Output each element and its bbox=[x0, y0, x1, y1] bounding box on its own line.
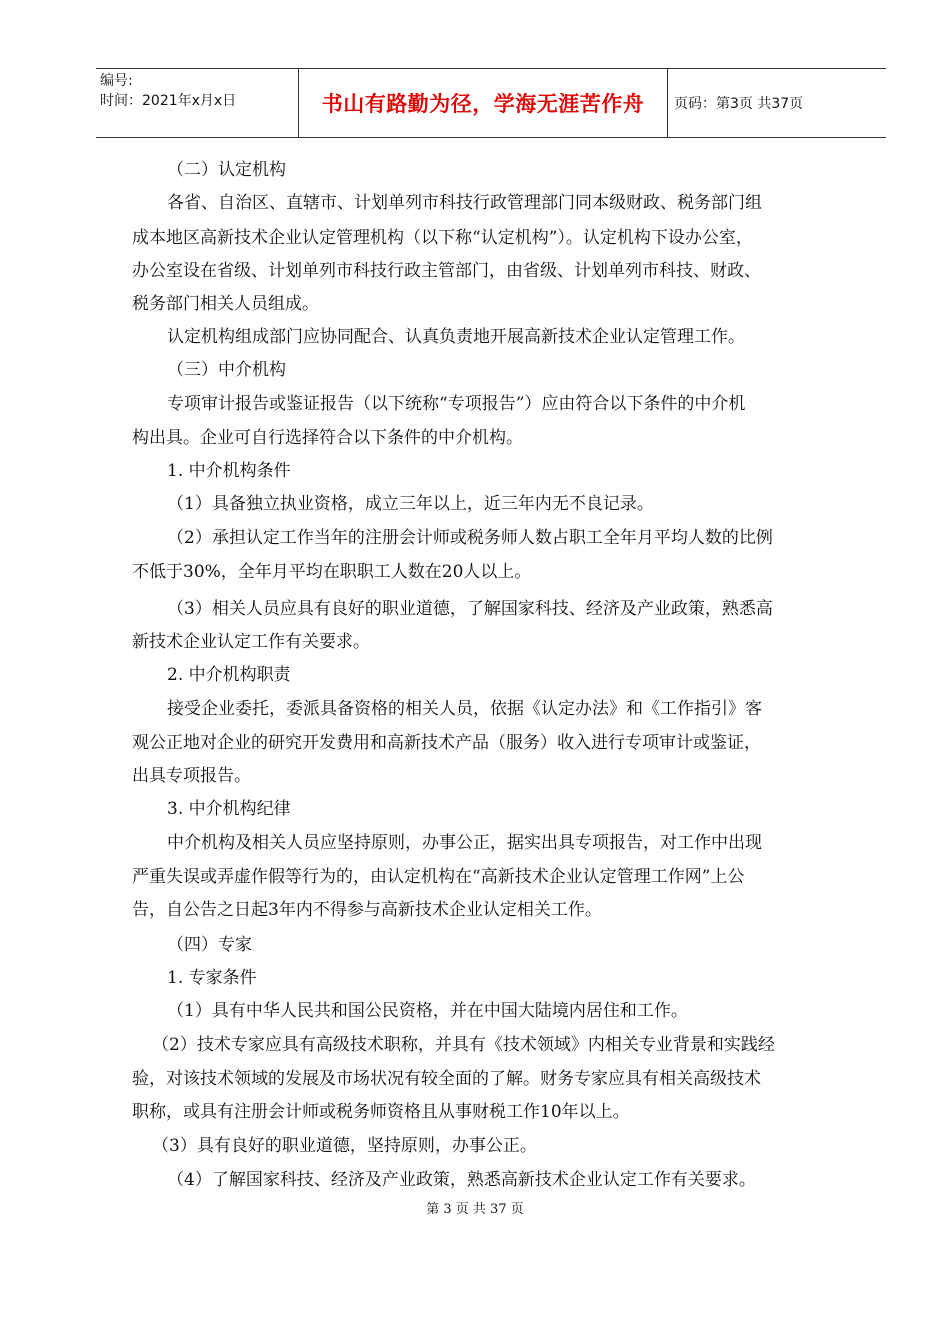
motto-text: 书山有路勤为径，学海无涯苦作舟 bbox=[321, 92, 645, 116]
heading-intermediary: （三）中介机构 bbox=[167, 360, 286, 380]
paragraph-line: 税务部门相关人员组成。 bbox=[132, 294, 319, 314]
page-footer: 第 3 页 共 37 页 bbox=[426, 1202, 524, 1217]
paragraph-line: 出具专项报告。 bbox=[132, 766, 251, 786]
subheading-conditions: 1. 中介机构条件 bbox=[167, 461, 291, 481]
paragraph-line: 告，自公告之日起3年内不得参与高新技术企业认定相关工作。 bbox=[132, 900, 602, 920]
list-item: （1）具备独立执业资格，成立三年以上，近三年内无不良记录。 bbox=[167, 494, 654, 514]
list-item: （4）了解国家科技、经济及产业政策，熟悉高新技术企业认定工作有关要求。 bbox=[167, 1170, 756, 1190]
list-item: （3）具有良好的职业道德，坚持原则，办事公正。 bbox=[152, 1136, 537, 1156]
heading-experts: （四）专家 bbox=[167, 935, 252, 955]
paragraph-line: 新技术企业认定工作有关要求。 bbox=[132, 632, 370, 652]
subheading-duties: 2. 中介机构职责 bbox=[167, 665, 291, 685]
paragraph-line: 构出具。企业可自行选择符合以下条件的中介机构。 bbox=[132, 428, 523, 448]
time-label: 时间：2021年x月x日 bbox=[100, 93, 237, 109]
paragraph-line: 办公室设在省级、计划单列市科技行政主管部门，由省级、计划单列市科技、财政、 bbox=[132, 261, 761, 281]
paragraph-line: 观公正地对企业的研究开发费用和高新技术产品（服务）收入进行专项审计或鉴证， bbox=[132, 733, 761, 753]
paragraph-line: 成本地区高新技术企业认定管理机构（以下称“认定机构”）。认定机构下设办公室， bbox=[132, 228, 753, 248]
code-label: 编号: bbox=[100, 73, 133, 89]
page-number-label: 页码：第3页 共37页 bbox=[674, 96, 804, 112]
paragraph-line: 不低于30%，全年月平均在职职工人数在20人以上。 bbox=[132, 562, 532, 582]
paragraph-line: 专项审计报告或鉴证报告（以下统称“专项报告”）应由符合以下条件的中介机 bbox=[167, 394, 746, 414]
list-item: （2）技术专家应具有高级技术职称，并具有《技术领域》内相关专业背景和实践经 bbox=[152, 1035, 775, 1055]
paragraph-line: 各省、自治区、直辖市、计划单列市科技行政管理部门同本级财政、税务部门组 bbox=[167, 193, 762, 213]
paragraph-line: 严重失误或弄虚作假等行为的，由认定机构在“高新技术企业认定管理工作网”上公 bbox=[132, 867, 745, 887]
subheading-expert-conditions: 1. 专家条件 bbox=[167, 968, 257, 988]
subheading-discipline: 3. 中介机构纪律 bbox=[167, 799, 291, 819]
paragraph-line: 验，对该技术领域的发展及市场状况有较全面的了解。财务专家应具有相关高级技术 bbox=[132, 1069, 761, 1089]
list-item: （3）相关人员应具有良好的职业道德，了解国家科技、经济及产业政策，熟悉高 bbox=[167, 599, 773, 619]
paragraph-line: 职称，或具有注册会计师或税务师资格且从事财税工作10年以上。 bbox=[132, 1102, 630, 1122]
paragraph-line: 中介机构及相关人员应坚持原则，办事公正，据实出具专项报告，对工作中出现 bbox=[167, 833, 762, 853]
heading-certification-body: （二）认定机构 bbox=[167, 160, 286, 180]
paragraph-line: 认定机构组成部门应协同配合、认真负责地开展高新技术企业认定管理工作。 bbox=[167, 327, 745, 347]
list-item: （2）承担认定工作当年的注册会计师或税务师人数占职工全年月平均人数的比例 bbox=[167, 528, 773, 548]
paragraph-line: 接受企业委托，委派具备资格的相关人员，依据《认定办法》和《工作指引》客 bbox=[167, 699, 762, 719]
list-item: （1）具有中华人民共和国公民资格，并在中国大陆境内居住和工作。 bbox=[167, 1001, 688, 1021]
